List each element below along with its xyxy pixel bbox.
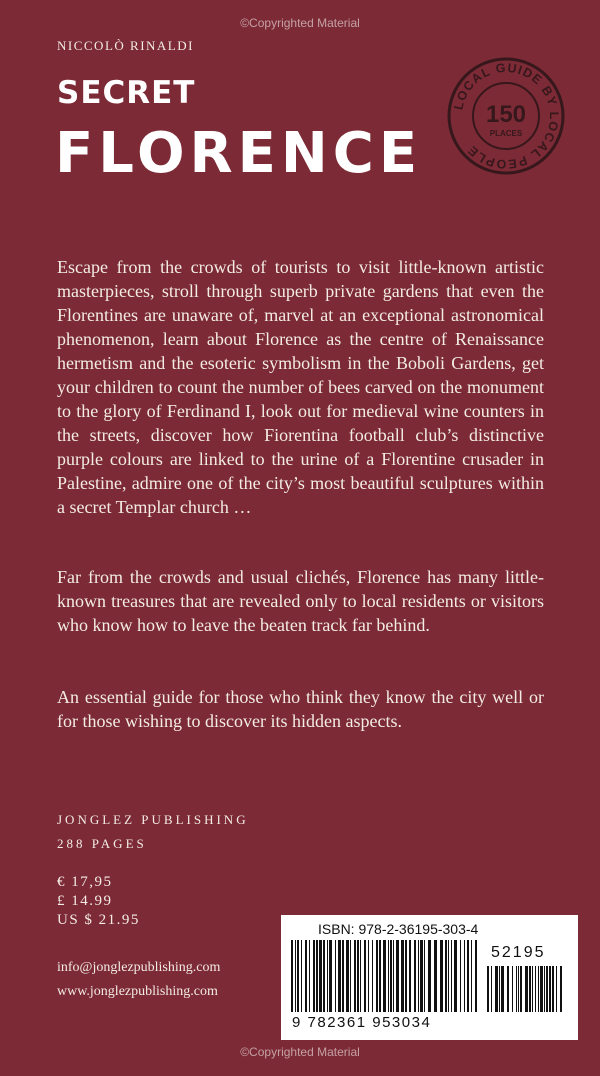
barcode-addon-bar	[520, 966, 522, 1012]
barcode-bar	[360, 940, 361, 1012]
barcode-bar	[295, 940, 296, 1012]
barcode-bar	[316, 940, 318, 1012]
barcode-addon-bar	[560, 966, 562, 1012]
barcode-bar	[424, 940, 425, 1012]
watermark-bottom: ©Copyrighted Material	[240, 1045, 360, 1059]
barcode-bar	[454, 940, 457, 1012]
barcode-bar	[291, 940, 293, 1012]
barcode-addon-bar	[501, 966, 504, 1012]
author-name: NICCOLÒ RINALDI	[57, 38, 194, 53]
price-pound: £ 14.99	[57, 893, 113, 909]
barcode-bar	[396, 940, 399, 1012]
barcode-bar	[434, 940, 437, 1012]
barcode-bar	[301, 940, 302, 1012]
barcode-addon-bar	[544, 966, 545, 1012]
barcode-bar	[354, 940, 356, 1012]
barcode-bar	[445, 940, 447, 1012]
page-count: 288 PAGES	[57, 836, 147, 851]
barcode-addon-bar	[546, 966, 548, 1012]
barcode-addon-bar	[529, 966, 531, 1012]
barcode-bar	[464, 940, 465, 1012]
title-secret: SECRET	[57, 75, 196, 111]
local-guide-seal	[446, 56, 566, 176]
barcode-bar	[428, 940, 431, 1012]
watermark-top: ©Copyrighted Material	[240, 16, 360, 30]
price-usd: US $ 21.95	[57, 912, 140, 928]
barcode-addon-bar	[540, 966, 543, 1012]
barcode-addon-bar	[512, 966, 513, 1012]
description-paragraph-1: Escape from the crowds of tourists to visit little-known artistic masterpieces, stroll through superb private gardens that even the Florentines are unaware of, marvel at an exceptional astronomical phenomenon, learn about Florence as the centre of Renaissance hermetism and the esoteric symbolism in the Boboli Gardens, get your children to count the number of bees carved on the monument to the glory of Ferdinand I, look out for medieval wine counters in the streets, discover how Fiorentina football club’s distinctive purple colours are linked to the urine of a Florentine crusader in Palestine, admire one of the city’s most beautiful sculptures within a secret Templar church …	[57, 257, 544, 517]
barcode-bar	[368, 940, 369, 1012]
barcode-addon-bar	[549, 966, 551, 1012]
barcode-addon-bar	[507, 966, 509, 1012]
barcode-bar	[405, 940, 407, 1012]
barcode-bar	[323, 940, 325, 1012]
barcode-bar	[409, 940, 411, 1012]
barcode-bar	[346, 940, 349, 1012]
barcode-addon-bar	[525, 966, 528, 1012]
barcode-bar	[357, 940, 359, 1012]
description-paragraph-3: An essential guide for those who think they know the city well or for those wishing to discover its hidden aspects.	[57, 687, 544, 731]
barcode-addon: 52195	[491, 944, 546, 961]
seal-unit: PLACES	[489, 129, 523, 138]
barcode-bar	[342, 940, 344, 1012]
barcode-bar	[388, 940, 389, 1012]
barcode-bar	[338, 940, 341, 1012]
barcode-bar	[475, 940, 477, 1012]
barcode-addon-bar	[535, 966, 536, 1012]
barcode-bar	[383, 940, 386, 1012]
barcode-addon-bar	[487, 966, 489, 1012]
barcode-addon-bar	[518, 966, 519, 1012]
barcode-bar	[460, 940, 461, 1012]
barcode-bar	[471, 940, 472, 1012]
barcode-addon-bar	[491, 966, 492, 1012]
barcode-addon-bar	[495, 966, 498, 1012]
barcode-addon-bar	[516, 966, 517, 1012]
title-florence: FLORENCE	[55, 121, 423, 186]
barcode-bar	[448, 940, 449, 1012]
barcode-addon-bar	[499, 966, 500, 1012]
barcode-bar	[376, 940, 378, 1012]
barcode-digits: 9 782361 953034	[292, 1014, 432, 1031]
barcode-bar	[414, 940, 416, 1012]
barcode-addon-bar	[532, 966, 533, 1012]
seal-number: 150	[485, 101, 527, 128]
barcode-bar	[335, 940, 336, 1012]
barcode-addon-bar	[538, 966, 539, 1012]
barcode-addon-bar	[556, 966, 557, 1012]
barcode-bar	[309, 940, 310, 1012]
barcode-bar	[319, 940, 322, 1012]
barcode-bar	[401, 940, 404, 1012]
barcode-bar	[393, 940, 394, 1012]
barcode-addon-bar	[552, 966, 554, 1012]
barcode-bar	[418, 940, 419, 1012]
barcode-bar	[451, 940, 452, 1012]
barcode-bar	[350, 940, 351, 1012]
barcode-bar	[467, 940, 469, 1012]
barcode-bar	[329, 940, 332, 1012]
barcode-bar	[297, 940, 299, 1012]
description-paragraph-2: Far from the crowds and usual clichés, Florence has many little-known treasures that are revealed only to local residents or visitors who know how to leave the beaten track far behind.	[57, 567, 544, 635]
barcode-bar	[364, 940, 366, 1012]
barcode-bar	[327, 940, 328, 1012]
price-euro: € 17,95	[57, 874, 113, 890]
publisher-name: JONGLEZ PUBLISHING	[57, 812, 249, 827]
seal-ring-text: LOCAL GUIDE BY LOCAL PEOPLE	[451, 60, 562, 172]
barcode-bar	[390, 940, 392, 1012]
barcode-bar	[420, 940, 423, 1012]
barcode-bar	[379, 940, 381, 1012]
publisher-website[interactable]: www.jonglezpublishing.com	[57, 984, 218, 999]
barcode-bar	[313, 940, 315, 1012]
barcode-bar	[440, 940, 443, 1012]
barcode-bar	[305, 940, 307, 1012]
publisher-email[interactable]: info@jonglezpublishing.com	[57, 960, 221, 975]
isbn-label: ISBN: 978-2-36195-303-4	[318, 921, 479, 937]
barcode-bar	[372, 940, 373, 1012]
